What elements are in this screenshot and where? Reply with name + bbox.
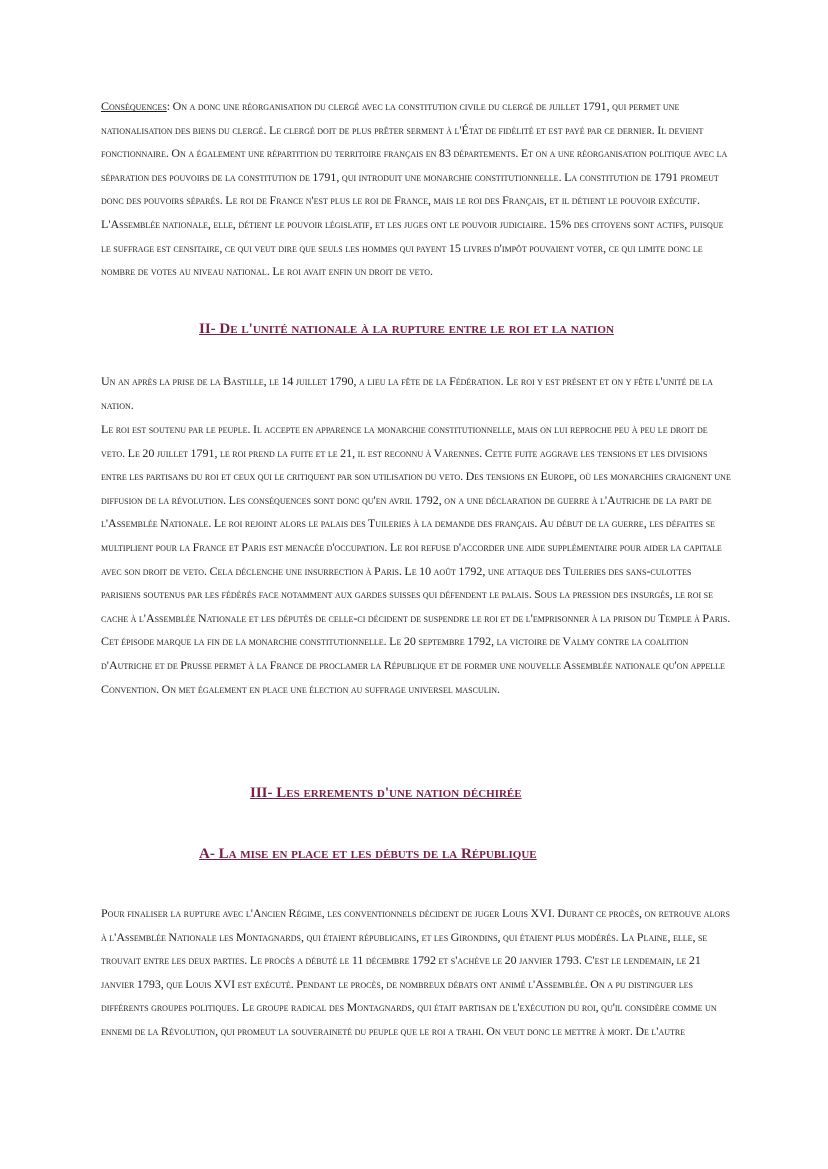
consequences-label: Conséquences: [101, 99, 167, 113]
section-heading-2: II- De l'unité nationale à la rupture entre le roi et la nation: [199, 321, 614, 337]
paragraph-proces: Pour finaliser la rupture avec l'Ancien Régime, les conventionnels décident de juger Louis XVI. Durant ce procès, on retrouve alors à l'Assemblée Nationale les Montagnards, qui étaient républicains, et les Girondins, qui étaient plus modérés. La Plaine, elle, se trouvait entre les deux parties. Le procès a débuté le 11 décembre 1792 et s'achève le 20 janvier 1793. C'est le lendemain, le 21 janvier 1793, que Louis XVI est exécuté. Pendant le procès, de nombreux débats ont animé l'Assemblée. On a pu distinguer les différents groupes politiques. Le groupe radical des Montagnards, qui était partisan de l'exécution du roi, qu'il considère comme un ennemi de la Révolution, qui promeut la souveraineté du peuple que le roi a trahi. On veut donc le mettre à mort. De l'autre: [101, 906, 730, 1038]
subsection-heading-a: A- La mise en place et les débuts de la République: [199, 846, 537, 862]
paragraph-federation: Un an après la prise de la Bastille, le 14 juillet 1790, a lieu la fête de la Fédération. Le roi y est présent et on y fête l'unité de la nation.: [101, 374, 713, 412]
consequences-text: : On a donc une réorganisation du clergé avec la constitution civile du clergé de juillet 1791, qui permet une nationalisation des biens du clergé. Le clergé doit de plus prêter serment à l'État de fidélité et est payé par ce dernier. Il devient fonctionnaire. On a également une répartition du territoire français en 83 départements. Et on a une réorganisation politique avec la séparation des pouvoirs de la constitution de 1791, qui introduit une monarchie constitutionnelle. La constitution de 1791 promeut donc des pouvoirs séparés. Le roi de France n'est plus le roi de France, mais le roi des Français, et il détient le pouvoir exécutif. L'Assemblée nationale, elle, détient le pouvoir législatif, et les juges ont le pouvoir judiciaire. 15% des citoyens sont actifs, puisque le suffrage est censitaire, ce qui veut dire que seuls les hommes qui payent 15 livres d'impôt pouvaient voter, ce qui limite donc le nombre de votes au niveau national. Le roi avait enfin un droit de veto.: [101, 99, 728, 279]
paragraph-consequences: [101, 95, 731, 284]
paragraph-rupture: Le roi est soutenu par le peuple. Il accepte en apparence la monarchie constitutionnelle, mais on lui reproche peu à peu le droit de veto. Le 20 juillet 1791, le roi prend la fuite et le 21, il est reconnu à Varennes. Cette fuite aggrave les tensions et les divisions entre les partisans du roi et ceux qui le critiquent par son utilisation du veto. Des tensions en Europe, où les monarchies craignent une diffusion de la révolution. Les conséquences sont donc qu'en avril 1792, on a une déclaration de guerre à l'Autriche de la part de l'Assemblée Nationale. Le roi rejoint alors le palais des Tuileries à la demande des français. Au début de la guerre, les défaites se multiplient pour la France et Paris est menacée d'occupation. Le roi refuse d'accorder une aide supplémentaire pour aider la capitale avec son droit de veto. Cela déclenche une insurrection à Paris. Le 10 août 1792, une attaque des Tuileries des sans-culottes parisiens soutenus par les fédérés face notamment aux gardes suisses qui défendent le palais. Sous la pression des insurgés, le roi se cache à l'Assemblée Nationale et les députés de celle-ci décident de suspendre le roi et de l'emprisonner à la prison du Temple à Paris. Cet épisode marque la fin de la monarchie constitutionnelle. Le 20 septembre 1792, la victoire de Valmy contre la coalition d'Autriche et de Prusse permet à la France de proclamer la République et de former une nouvelle Assemblée nationale qu'on appelle Convention. On met également en place une élection au suffrage universel masculin.: [101, 422, 731, 696]
section-heading-3: III- Les errements d'une nation déchirée: [250, 785, 522, 801]
